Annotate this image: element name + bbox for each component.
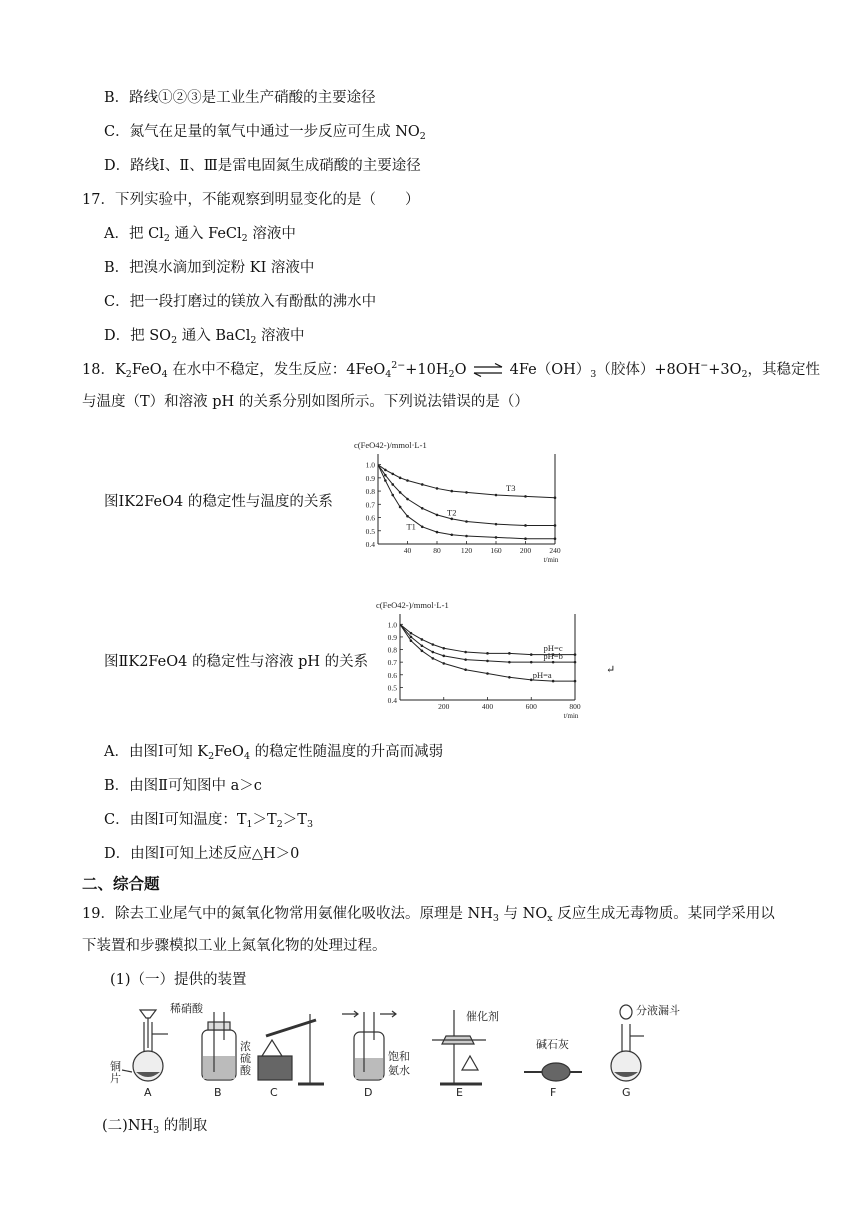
x-axis-label: t/min (563, 712, 579, 720)
q18-option-b: B．由图Ⅱ可知图中 a＞c (104, 778, 262, 794)
series-line-T2 (378, 465, 555, 526)
apparatus-c-heating-icon (258, 1014, 324, 1084)
data-point (530, 653, 533, 656)
label-dilute-nitric-acid: 稀硝酸 (170, 1002, 203, 1015)
label-f: F (550, 1086, 557, 1099)
data-point (421, 526, 424, 529)
y-tick-label: 0.5 (387, 683, 397, 693)
data-point (465, 520, 468, 523)
data-point (421, 650, 424, 653)
data-point (410, 639, 413, 642)
figure-2-chart (370, 596, 590, 724)
data-point (421, 638, 424, 641)
data-point (391, 494, 394, 497)
data-point (421, 507, 424, 510)
y-tick-label: 0.6 (387, 670, 397, 680)
q19-part2-label: (二)$NH_3$ 的制取 (102, 1118, 208, 1136)
series-label-pH=a: pH=a (532, 669, 552, 680)
q18-option-d: D．由图Ⅰ可知上述反应△H＞0 (104, 846, 300, 862)
label-d: D (364, 1086, 373, 1099)
label-soda-lime: 碱石灰 (536, 1038, 569, 1051)
data-point (464, 658, 467, 661)
data-point (495, 523, 498, 526)
data-point (399, 506, 402, 509)
data-point (508, 676, 511, 679)
figure-2-caption: 图ⅡK2FeO4 的稳定性与溶液 pH 的关系 (104, 654, 369, 670)
data-point (495, 494, 498, 497)
data-point (406, 515, 409, 518)
q19-stem-line2: 下装置和步骤模拟工业上氮氧化物的处理过程。 (82, 938, 387, 954)
x-axis-label: t/min (543, 556, 559, 564)
q16-option-b: B．路线①②③是工业生产硝酸的主要途径 (104, 90, 376, 106)
data-point (421, 644, 424, 647)
q18-stem-line1: 18．$K_2FeO_4$ 在水中不稳定，发生反应：$4FeO_4^{2-}+10H_2O$ $4Fe(OH)_3$（胶体）$+8OH^-+3O_2$，其稳定性 (82, 360, 821, 380)
data-point (450, 518, 453, 521)
data-point (421, 483, 424, 486)
data-point (432, 643, 435, 646)
y-tick-label: 0.8 (365, 487, 375, 497)
q19-part1-label: (1)（一）提供的装置 (110, 972, 247, 988)
data-point (450, 533, 453, 536)
data-point (530, 661, 533, 664)
x-tick-label: 80 (433, 546, 441, 555)
series-label-pH=b: pH=b (543, 651, 563, 661)
figure-1-caption: 图ⅠK2FeO4 的稳定性与温度的关系 (104, 494, 333, 510)
y-tick-label: 0.9 (365, 473, 375, 483)
apparatus-figure (110, 1000, 710, 1104)
section-heading: 二、综合题 (82, 875, 160, 893)
y-tick-label: 0.7 (387, 658, 397, 668)
q17-option-b: B．把溴水滴加到淀粉 KI 溶液中 (104, 260, 315, 276)
data-point (554, 537, 557, 540)
x-tick-label: 160 (490, 546, 502, 555)
figure-1-chart (350, 436, 565, 564)
y-tick-label: 0.8 (387, 645, 397, 655)
y-tick-label: 0.6 (365, 513, 375, 523)
data-point (436, 531, 439, 534)
data-point (442, 647, 445, 650)
data-point (436, 487, 439, 490)
data-point (410, 632, 413, 635)
label-copper-2: 片 (110, 1072, 121, 1085)
data-point (442, 662, 445, 665)
data-point (465, 535, 468, 538)
x-tick-label: 120 (460, 546, 473, 555)
apparatus-svg (110, 1000, 710, 1100)
q18-option-c: C．由图Ⅰ可知温度：$T_1>T_2>T_3$ (104, 812, 313, 830)
x-tick-label: 800 (569, 702, 581, 711)
data-point (574, 653, 577, 656)
data-point (410, 636, 413, 639)
q19-stem-line1: 19．除去工业尾气中的氮氧化物常用氨催化吸收法。原理是 $NH_3$ 与 $NO_x$ 反应生成无毒物质。某同学采用以 (82, 906, 775, 924)
label-a: A (144, 1086, 152, 1099)
q18-stem-line2: 与温度（T）和溶液 pH 的关系分别如图所示。下列说法错误的是（） (82, 394, 529, 410)
data-point (399, 477, 402, 480)
data-point (432, 657, 435, 660)
data-point (406, 498, 409, 501)
data-point (384, 469, 387, 472)
data-point (508, 661, 511, 664)
data-point (524, 495, 527, 498)
data-point (399, 491, 402, 494)
series-label-pH=c: pH=c (543, 642, 563, 653)
data-point (391, 473, 394, 476)
label-copper-1: 铜 (110, 1060, 121, 1073)
data-point (450, 490, 453, 493)
data-point (465, 491, 468, 494)
label-b: B (214, 1086, 222, 1099)
y-tick-label: 1.0 (387, 620, 397, 630)
data-point (432, 651, 435, 654)
data-point (442, 655, 445, 658)
x-tick-label: 240 (549, 546, 561, 555)
y-tick-label: 1.0 (365, 460, 375, 470)
figure-1-svg (350, 436, 565, 564)
q17-option-c: C．把一段打磨过的镁放入有酚酞的沸水中 (104, 294, 377, 310)
q18-option-a: A．由图Ⅰ可知 $K_2FeO_4$ 的稳定性随温度的升高而减弱 (104, 744, 444, 762)
data-point (486, 660, 489, 663)
label-e: E (456, 1086, 463, 1099)
data-point (574, 661, 577, 664)
x-tick-label: 600 (525, 702, 537, 711)
q17-option-a: A．把 $Cl_2$ 通入 FeCl$_2$ 溶液中 (104, 226, 296, 244)
series-label-T2: T2 (447, 507, 457, 518)
q17-stem: 17．下列实验中，不能观察到明显变化的是（ ） (82, 192, 420, 208)
label-b-text-1: 浓 (240, 1040, 251, 1053)
label-g: G (622, 1086, 631, 1099)
return-arrow-icon: ↵ (606, 663, 616, 676)
label-b-text-3: 酸 (240, 1064, 251, 1077)
label-catalyst: 催化剂 (466, 1010, 499, 1023)
data-point (406, 479, 409, 482)
data-point (495, 536, 498, 539)
q16-option-d: D．路线Ⅰ、Ⅱ、Ⅲ是雷电固氮生成硝酸的主要途径 (104, 158, 421, 174)
data-point (486, 652, 489, 655)
x-tick-label: 40 (403, 546, 412, 555)
x-tick-label: 200 (519, 546, 532, 555)
data-point (554, 496, 557, 499)
y-tick-label: 0.4 (365, 540, 375, 549)
series-label-T3: T3 (506, 483, 516, 494)
q16-option-c: C．氮气在足量的氧气中通过一步反应可生成 $NO_2$ (104, 124, 426, 142)
apparatus-b-bottle-icon (202, 1012, 236, 1080)
y-tick-label: 0.7 (365, 500, 375, 510)
series-line-T1 (378, 465, 555, 539)
equilibrium-arrow-icon (471, 363, 505, 377)
x-tick-label: 400 (481, 702, 494, 711)
y-tick-label: 0.4 (387, 696, 397, 705)
data-point (464, 651, 467, 654)
series-label-T1: T1 (406, 521, 416, 532)
figure-2-svg (370, 596, 590, 724)
label-c: C (270, 1086, 278, 1099)
data-point (574, 680, 577, 683)
data-point (464, 668, 467, 671)
y-tick-label: 0.9 (387, 632, 397, 642)
y-axis-label: c(FeO42-)/mmol·L-1 (376, 600, 449, 610)
q17-option-d: D．把 $SO_2$ 通入 BaCl$_2$ 溶液中 (104, 328, 305, 346)
data-point (391, 483, 394, 486)
apparatus-a-flask-icon (122, 1010, 168, 1081)
label-b-text-2: 硫 (240, 1052, 251, 1065)
y-tick-label: 0.5 (365, 526, 375, 536)
y-axis-label: c(FeO42-)/mmol·L-1 (354, 440, 427, 450)
data-point (524, 537, 527, 540)
data-point (552, 661, 555, 664)
apparatus-f-drying-tube-icon (524, 1063, 582, 1081)
data-point (384, 474, 387, 477)
label-separatory-funnel: 分液漏斗 (636, 1004, 680, 1017)
x-tick-label: 200 (438, 702, 450, 711)
data-point (486, 672, 489, 675)
data-point (554, 524, 557, 527)
label-saturated: 饱和 (388, 1050, 410, 1063)
data-point (384, 479, 387, 482)
data-point (508, 652, 511, 655)
data-point (436, 514, 439, 517)
label-ammonia-water: 氨水 (388, 1064, 410, 1077)
data-point (524, 524, 527, 527)
data-point (552, 680, 555, 683)
